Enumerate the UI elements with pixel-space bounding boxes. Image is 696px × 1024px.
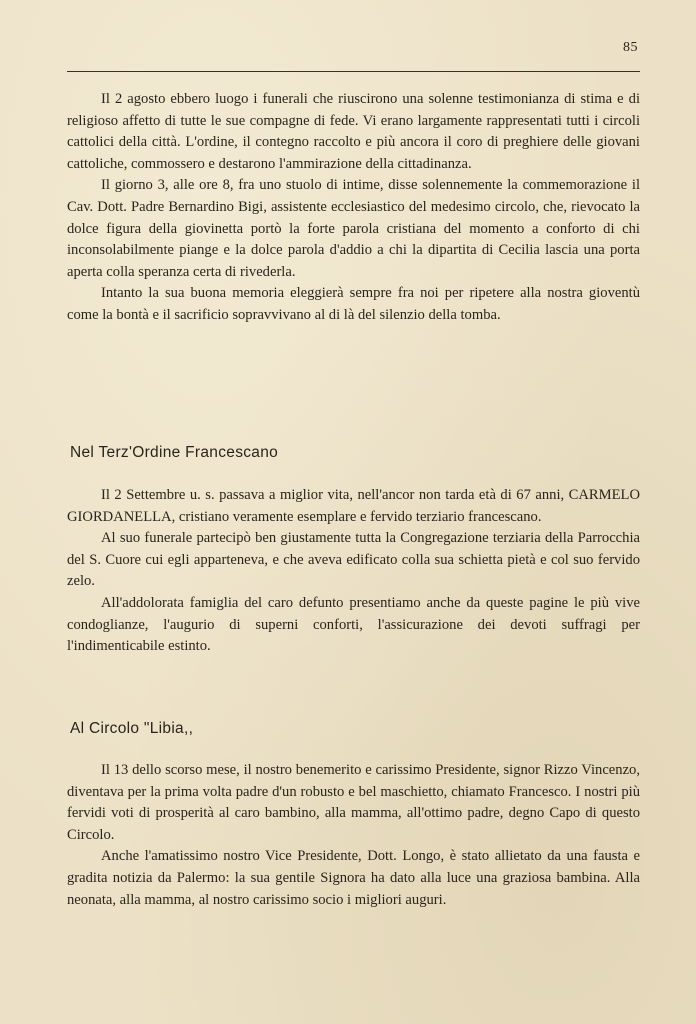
paragraph: Il giorno 3, alle ore 8, fra uno stuolo di intime, disse solennemente la commemorazione il Cav. Dott. Padre Bernardino Bigi, assistente ecclesiastico del medesimo circolo, che, rievocato la dolce figura della giovinetta portò la forte parola cristiana del momento a conforto di chi inconsolabilmente piange e la dolce parola d'addio a chi la dipartita di Cecilia lascia una porta aperta colla speranza certa di rivederla. bbox=[67, 177, 640, 280]
paragraph: Il 13 dello scorso mese, il nostro benemerito e carissimo Presidente, signor Rizzo Vincenzo, diventava per la prima volta padre d'un robusto e bel maschietto, chiamato Francesco. I nostri più fervidi voti di prosperità al caro bambino, alla mamma, all'ottimo padre, degno Capo di questo Circolo. bbox=[67, 762, 640, 843]
section-heading-terz-ordine: Nel Terz'Ordine Francescano bbox=[70, 444, 279, 461]
paragraph: Il 2 agosto ebbero luogo i funerali che riuscirono una solenne testimonianza di stima e di religioso affetto di tutte le sue compagne di fede. Vi erano largamente rappresentati tutti i circoli cattolici della città. L'ordine, il contegno raccolto e più ancora il coro di preghiere delle giovani cattoliche, commossero e destarono l'ammirazione della cittadinanza. bbox=[67, 91, 640, 172]
paragraph: Al suo funerale partecipò ben giustamente tutta la Congregazione terziaria della Parrocchia del S. Cuore cui egli apparteneva, e che aveva edificato colla sua schietta pietà e col suo fervido zelo. bbox=[67, 530, 640, 590]
paragraph: Il 2 Settembre u. s. passava a miglior vita, nell'ancor non tarda età di 67 anni, CARMELO GIORDANELLA, cristiano veramente esemplare e fervido terziario francescano. bbox=[67, 487, 640, 525]
section-circolo-libia bbox=[67, 760, 640, 911]
header-rule bbox=[67, 71, 640, 72]
section-heading-circolo-libia: Al Circolo "Libia,, bbox=[70, 720, 194, 737]
section-terz-ordine bbox=[67, 485, 640, 658]
paragraph: All'addolorata famiglia del caro defunto presentiamo anche da queste pagine le più vive condoglianze, l'augurio di superni conforti, l'assicurazione dei devoti suffragi per l'indimenticabile estinto. bbox=[67, 594, 640, 655]
section-obituary-cecilia bbox=[67, 89, 640, 327]
paragraph: Intanto la sua buona memoria eleggierà sempre fra noi per ripetere alla nostra gioventù come la bontà e il sacrificio sopravvivano al di là del silenzio della tomba. bbox=[67, 285, 640, 323]
page-number: 85 bbox=[623, 40, 638, 55]
paragraph: Anche l'amatissimo nostro Vice Presidente, Dott. Longo, è stato allietato da una fausta e gradita notizia da Palermo: la sua gentile Signora ha dato alla luce una graziosa bambina. Alla neonata, alla mamma, al nostro carissimo socio i migliori auguri. bbox=[67, 848, 640, 908]
